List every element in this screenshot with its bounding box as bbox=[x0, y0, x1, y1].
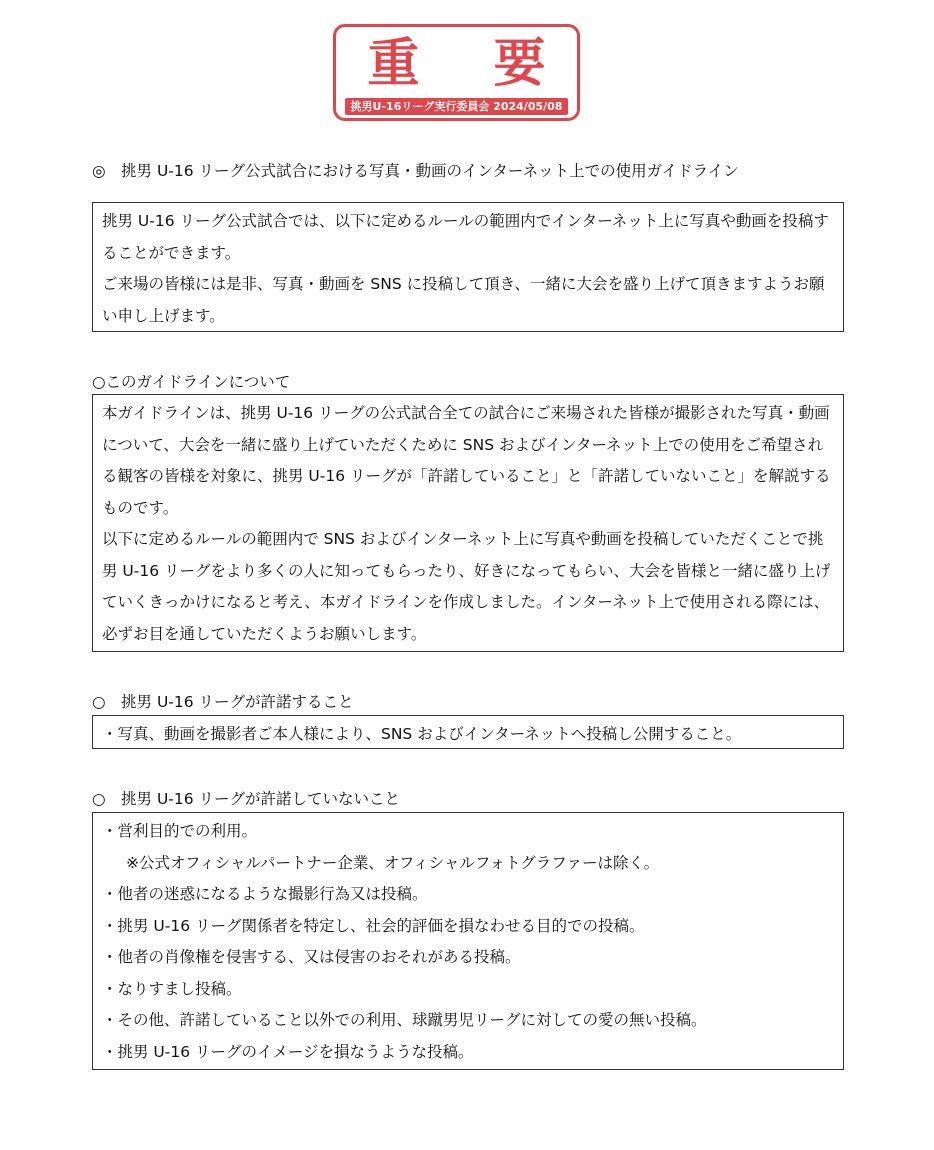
not-permitted-item: ・営利目的での利用。 bbox=[102, 822, 258, 840]
permitted-heading: ○ 挑男 U-16 リーグが許諾すること bbox=[92, 693, 354, 711]
permitted-item: ・写真、動画を撮影者ご本人様により、SNS およびインターネットへ投稿し公開すること。 bbox=[102, 725, 742, 743]
important-stamp bbox=[333, 24, 580, 121]
about-heading: ○このガイドラインについて bbox=[92, 373, 291, 391]
intro-paragraph-1: 挑男 U-16 リーグ公式試合では、以下に定めるルールの範囲内でインターネット上に写真や動画を投稿することができます。 bbox=[102, 212, 829, 262]
not-permitted-box bbox=[92, 812, 844, 1070]
permitted-box bbox=[92, 715, 844, 749]
not-permitted-note: ※公式オフィシャルパートナー企業、オフィシャルフォトグラファーは除く。 bbox=[126, 853, 660, 872]
not-permitted-item: ・なりすまし投稿。 bbox=[102, 979, 242, 998]
intro-box bbox=[92, 202, 844, 332]
stamp-subtitle: 挑男U-16リーグ実行委員会 2024/05/08 bbox=[345, 98, 568, 115]
about-box bbox=[92, 394, 844, 652]
not-permitted-item: ・他者の迷惑になるような撮影行為又は投稿。 bbox=[102, 885, 428, 903]
about-paragraph-1: 本ガイドラインは、挑男 U-16 リーグの公式試合全ての試合にご来場された皆様が撮影された写真・動画について、大会を一緒に盛り上げていただくために SNS およびインターネット上での使用をご希望される観客の皆様を対象に、挑男 U-16 リーグが「許諾していること」と「許諾していないこと」を解説するものです。 bbox=[102, 404, 831, 517]
not-permitted-item: ・その他、許諾していること以外での利用、球蹴男児リーグに対しての愛の無い投稿。 bbox=[102, 1011, 707, 1029]
intro-paragraph-2: ご来場の皆様には是非、写真・動画を SNS に投稿して頂き、一緒に大会を盛り上げて頂きますようお願い申し上げます。 bbox=[102, 275, 825, 325]
not-permitted-item: ・他者の肖像権を侵害する、又は侵害のおそれがある投稿。 bbox=[102, 948, 521, 966]
not-permitted-heading: ○ 挑男 U-16 リーグが許諾していないこと bbox=[92, 790, 401, 808]
about-paragraph-2: 以下に定めるルールの範囲内で SNS およびインターネット上に写真や動画を投稿していただくことで挑男 U-16 リーグをより多くの人に知ってもらったり、好きになってもらい、大会を皆様と一緒に盛り上げていくきっかけになると考え、本ガイドラインを作成しました。インターネット上で使用される際には、必ずお目を通していただくようお願いします。 bbox=[102, 530, 831, 643]
not-permitted-item: ・挑男 U-16 リーグ関係者を特定し、社会的評価を損なわせる目的での投稿。 bbox=[102, 916, 645, 935]
page-title: ◎ 挑男 U-16 リーグ公式試合における写真・動画のインターネット上での使用ガイドライン bbox=[92, 162, 739, 180]
stamp-title: 重 要 bbox=[367, 34, 574, 94]
not-permitted-item: ・挑男 U-16 リーグのイメージを損なうような投稿。 bbox=[102, 1042, 474, 1061]
